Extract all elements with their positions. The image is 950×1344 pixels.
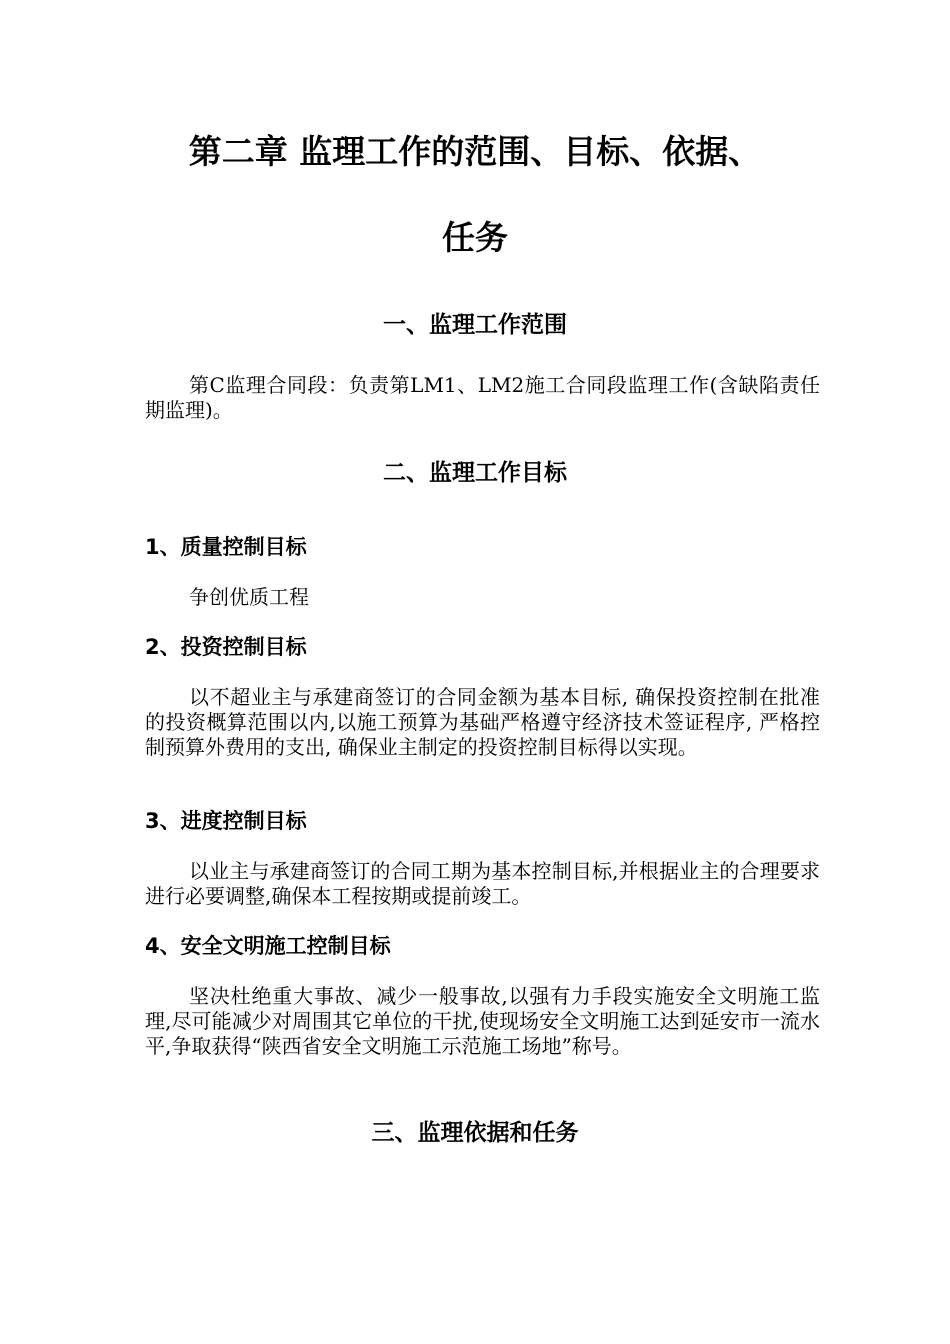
paragraph-scope: 第C监理合同段：负责第LM1、LM2施工合同段监理工作(含缺陷责任期监理)。 [145, 373, 820, 422]
section-heading-goals: 二、监理工作目标 [383, 460, 567, 486]
paragraph-safety: 坚决杜绝重大事故、减少一般事故,以强有力手段实施安全文明施工监理,尽可能减少对周围其它单位的干扰,使现场安全文明施工达到延安市一流水平,争取获得“陕西省安全文明施工示范施工场地”称号。 [145, 984, 820, 1058]
paragraph-investment: 以不超业主与承建商签订的合同金额为基本目标, 确保投资控制在批准的投资概算范围以内,以施工预算为基础严格遵守经济技术签证程序, 严格控制预算外费用的支出, 确保业主制定的投资控制目标得以实现。 [145, 685, 820, 759]
paragraph-schedule: 以业主与承建商签订的合同工期为基本控制目标,并根据业主的合理要求进行必要调整,确保本工程按期或提前竣工。 [145, 859, 820, 908]
sub-heading-safety: 4、安全文明施工控制目标 [145, 934, 391, 958]
chapter-title-line1: 第二章 监理工作的范围、目标、依据、 [188, 132, 762, 171]
sub-heading-quality: 1、质量控制目标 [145, 535, 307, 559]
sub-heading-schedule: 3、进度控制目标 [145, 809, 307, 833]
sub-heading-investment: 2、投资控制目标 [145, 635, 307, 659]
paragraph-quality: 争创优质工程 [189, 585, 309, 609]
section-heading-basis: 三、监理依据和任务 [371, 1120, 579, 1146]
chapter-title-line2: 任务 [442, 218, 508, 257]
section-heading-scope: 一、监理工作范围 [383, 312, 567, 338]
